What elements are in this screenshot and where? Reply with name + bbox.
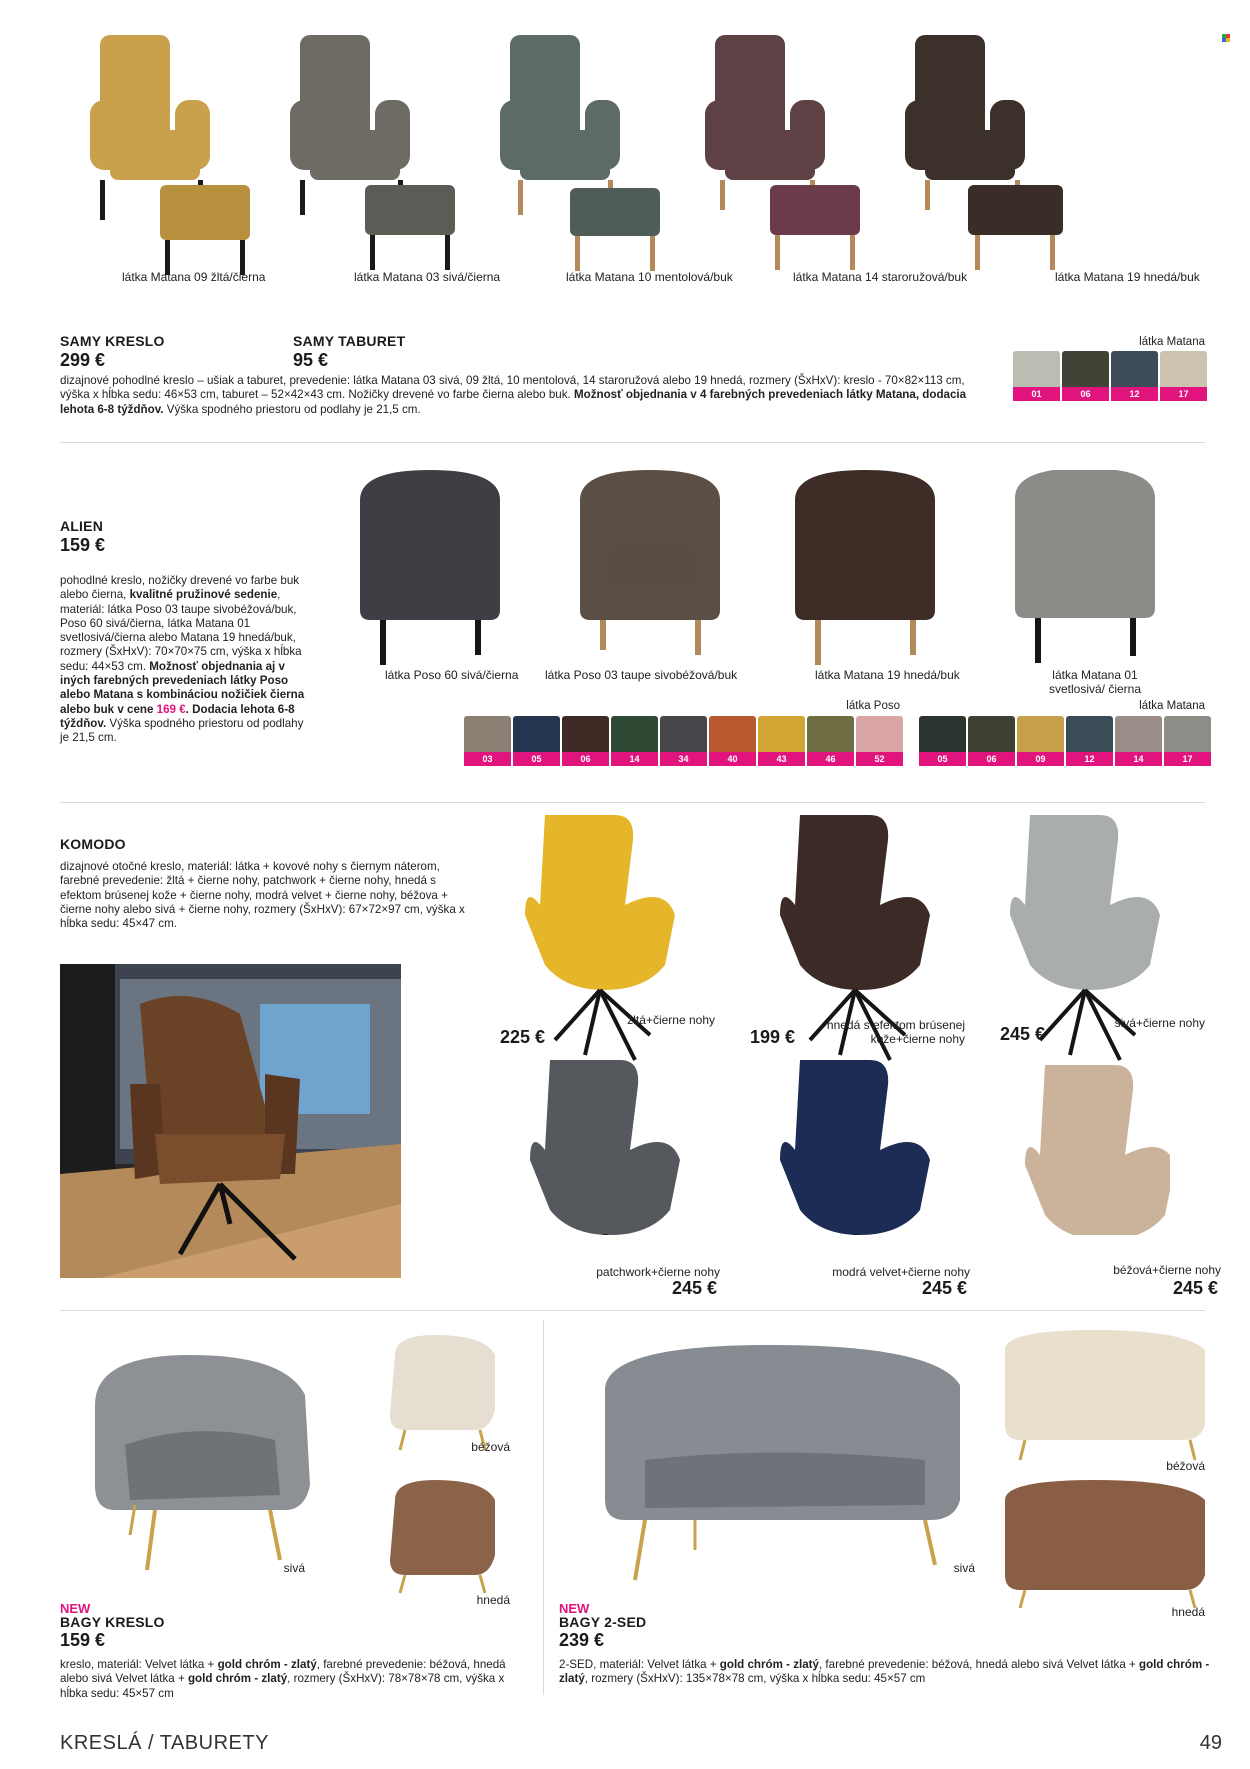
samy-desc-tail: Výška spodného priestoru od podlahy je 21,5 cm. bbox=[163, 402, 421, 416]
samy-taburet-price: 95 € bbox=[293, 350, 329, 370]
samy-chair-yellow bbox=[90, 35, 250, 275]
swatch: 14 bbox=[1115, 716, 1162, 766]
komodo-price-3: 245 € bbox=[1000, 1024, 1046, 1044]
samy-description bbox=[60, 374, 990, 417]
samy-swatches bbox=[1013, 351, 1207, 401]
alien-desc-2: kvalitné pružinové sedenie bbox=[129, 588, 278, 602]
divider bbox=[60, 442, 1205, 443]
bagy-sofa-caption-gray: sivá bbox=[953, 1561, 975, 1575]
komodo-caption-1: žltá+čierne nohy bbox=[627, 1013, 715, 1027]
komodo-description: dizajnové otočné kreslo, materiál: látka + kovové nohy s čiernym náterom, farebné prevedenie: žltá + čierne nohy, patchwork + čierne nohy, hnedá s efektom brúsenej kože + čierne nohy, modrá velvet + čierne nohy, béžova + čierne nohy alebo sivá + čierne nohy, rozmery (ŠxHxV): 67×72×97 cm, výška x hĺbka sedu: 45×47 cm. bbox=[60, 860, 465, 931]
alien-desc-1: pohodlné kreslo, nožičky drevené vo farbe buk alebo čierna, bbox=[60, 574, 300, 602]
samy-desc-bold: Možnosť objednania v 4 farebných prevedeniach látky Matana, dodacia lehota 6-8 týždňov. bbox=[60, 388, 967, 416]
swatch: 12 bbox=[1111, 351, 1158, 401]
bagy-kreslo-price: 159 € bbox=[60, 1630, 106, 1650]
swatch: 09 bbox=[1017, 716, 1064, 766]
samy-caption-2: látka Matana 03 sivá/čierna bbox=[354, 270, 501, 284]
bagy-sofa-description: 2-SED, materiál: Velvet látka + gold chróm - zlatý, farebné prevedenie: béžová, hnedá alebo sivá Velvet látka + gold chróm - zlatý, rozmery (ŠxHxV): 135×78×78 cm, výška x hĺbka sedu: 45×57 cm bbox=[559, 1658, 1210, 1686]
alien-caption-2: látka Poso 03 taupe sivobéžová/buk bbox=[545, 668, 738, 682]
bagy-kreslo-new-badge: NEW bbox=[60, 1601, 91, 1616]
komodo-price-2: 199 € bbox=[750, 1027, 796, 1047]
bagy-kreslo-title: BAGY KRESLO bbox=[60, 1614, 165, 1630]
komodo-room-photo bbox=[60, 964, 401, 1278]
komodo-title: KOMODO bbox=[60, 836, 126, 852]
komodo-caption-4: patchwork+čierne nohy bbox=[596, 1265, 720, 1279]
alien-caption-1: látka Poso 60 sivá/čierna bbox=[385, 668, 519, 682]
samy-kreslo-price: 299 € bbox=[60, 350, 106, 370]
alien-description bbox=[60, 574, 307, 746]
swatch: 34 bbox=[660, 716, 707, 766]
swatch: 06 bbox=[1062, 351, 1109, 401]
bagy-sofa-price: 239 € bbox=[559, 1630, 605, 1650]
poso-swatch-label: látka Poso bbox=[846, 700, 900, 712]
samy-swatch-label: látka Matana bbox=[1139, 336, 1205, 348]
bagy-sofa-title: BAGY 2-SED bbox=[559, 1614, 647, 1630]
alien-caption-3: látka Matana 19 hnedá/buk bbox=[815, 668, 960, 682]
swatch: 43 bbox=[758, 716, 805, 766]
bagy-sofa-caption-beige: béžová bbox=[1166, 1459, 1205, 1473]
komodo-caption-2: hnedá s efektom brúsenej kože+čierne nohy bbox=[826, 1018, 965, 1046]
section-footer-title: KRESLÁ / TABURETY bbox=[60, 1732, 269, 1754]
komodo-caption-6: béžová+čierne nohy bbox=[1113, 1263, 1221, 1277]
swatch: 17 bbox=[1164, 716, 1211, 766]
komodo-price-1: 225 € bbox=[500, 1027, 546, 1047]
samy-product-images bbox=[80, 30, 1230, 300]
swatch: 06 bbox=[562, 716, 609, 766]
komodo-price-5: 245 € bbox=[922, 1278, 968, 1298]
alien-price: 159 € bbox=[60, 535, 106, 555]
komodo-caption-5: modrá velvet+čierne nohy bbox=[832, 1265, 970, 1279]
alien-desc-6: Výška spodného priestoru od podlahy je 21,5 cm. bbox=[60, 716, 304, 745]
swatch: 01 bbox=[1013, 351, 1060, 401]
samy-caption-3: látka Matana 10 mentolová/buk bbox=[566, 270, 733, 284]
komodo-price-4: 245 € bbox=[672, 1278, 718, 1298]
page-number: 49 bbox=[1199, 1732, 1222, 1754]
poso-swatches bbox=[464, 716, 903, 766]
bagy-sofa-caption-brown: hnedá bbox=[1171, 1605, 1205, 1619]
swatch: 52 bbox=[856, 716, 903, 766]
bagy-kreslo-caption-brown: hnedá bbox=[476, 1593, 510, 1607]
swatch: 12 bbox=[1066, 716, 1113, 766]
bagy-kreslo-caption-gray: sivá bbox=[283, 1561, 305, 1575]
samy-caption-4: látka Matana 14 staroružová/buk bbox=[793, 270, 968, 284]
divider bbox=[60, 802, 1205, 803]
samy-caption-1: látka Matana 09 žltá/čierna bbox=[122, 270, 266, 284]
divider bbox=[60, 1310, 1205, 1311]
swatch: 05 bbox=[513, 716, 560, 766]
matana-swatches bbox=[919, 716, 1211, 766]
bagy-kreslo-images bbox=[85, 1335, 515, 1595]
bagy-kreslo-caption-beige: béžová bbox=[471, 1440, 510, 1454]
swatch: 06 bbox=[968, 716, 1015, 766]
alien-desc-3: , materiál: látka Poso 03 taupe sivobéžová/buk, Poso 60 sivá/čierna, látka Matana 01 svetlosivá/čierna alebo Matana 19 hnedá/buk, rozmery (ŠxHxV): 70×70×75 cm, výška x hĺbka sedu: 44×53 cm. bbox=[60, 588, 302, 673]
komodo-price-6: 245 € bbox=[1173, 1278, 1219, 1298]
swatch: 17 bbox=[1160, 351, 1207, 401]
komodo-caption-3: sivá+čierne nohy bbox=[1114, 1016, 1205, 1030]
samy-caption-5: látka Matana 19 hnedá/buk bbox=[1055, 270, 1200, 284]
alien-caption-4: látka Matana 01 svetlosivá/ čierna bbox=[1048, 668, 1142, 696]
bagy-kreslo-description: kreslo, materiál: Velvet látka + gold chróm - zlatý, farebné prevedenie: béžová, hnedá alebo sivá Velvet látka + gold chróm - zlatý, rozmery (ŠxHxV): 78×78×78 cm, výška x hĺbka sedu: 45×57 cm bbox=[60, 1658, 506, 1700]
bagy-sofa-new-badge: NEW bbox=[559, 1601, 590, 1616]
samy-kreslo-title: SAMY KRESLO bbox=[60, 333, 165, 349]
column-divider bbox=[543, 1320, 544, 1695]
swatch: 14 bbox=[611, 716, 658, 766]
alien-desc-price: 169 € bbox=[156, 702, 186, 716]
swatch: 03 bbox=[464, 716, 511, 766]
samy-desc-text: dizajnové pohodlné kreslo – ušiak a taburet, prevedenie: látka Matana 03 sivá, 09 žltá, 10 mentolová, 14 staroružová alebo 19 hnedá, rozmery (ŠxHxV): kreslo - 70×82×113 cm, výška x hĺbka sedu: 46×53 cm, taburet – 52×42×43 cm. Nožičky drevené vo farbe čierna alebo buk. bbox=[60, 374, 965, 402]
alien-product-images bbox=[345, 470, 1205, 670]
matana-swatch-label: látka Matana bbox=[1139, 700, 1205, 712]
alien-desc-4: Možnosť objednania aj v iných farebných prevedeniach látky Poso alebo Matana s kombináciou nožičiek čierna alebo buk v cene bbox=[60, 659, 305, 716]
swatch: 46 bbox=[807, 716, 854, 766]
samy-taburet-title: SAMY TABURET bbox=[293, 333, 406, 349]
swatch: 05 bbox=[919, 716, 966, 766]
alien-desc-5: . Dodacia lehota 6-8 týždňov. bbox=[60, 702, 295, 730]
alien-title: ALIEN bbox=[60, 518, 103, 534]
swatch: 40 bbox=[709, 716, 756, 766]
